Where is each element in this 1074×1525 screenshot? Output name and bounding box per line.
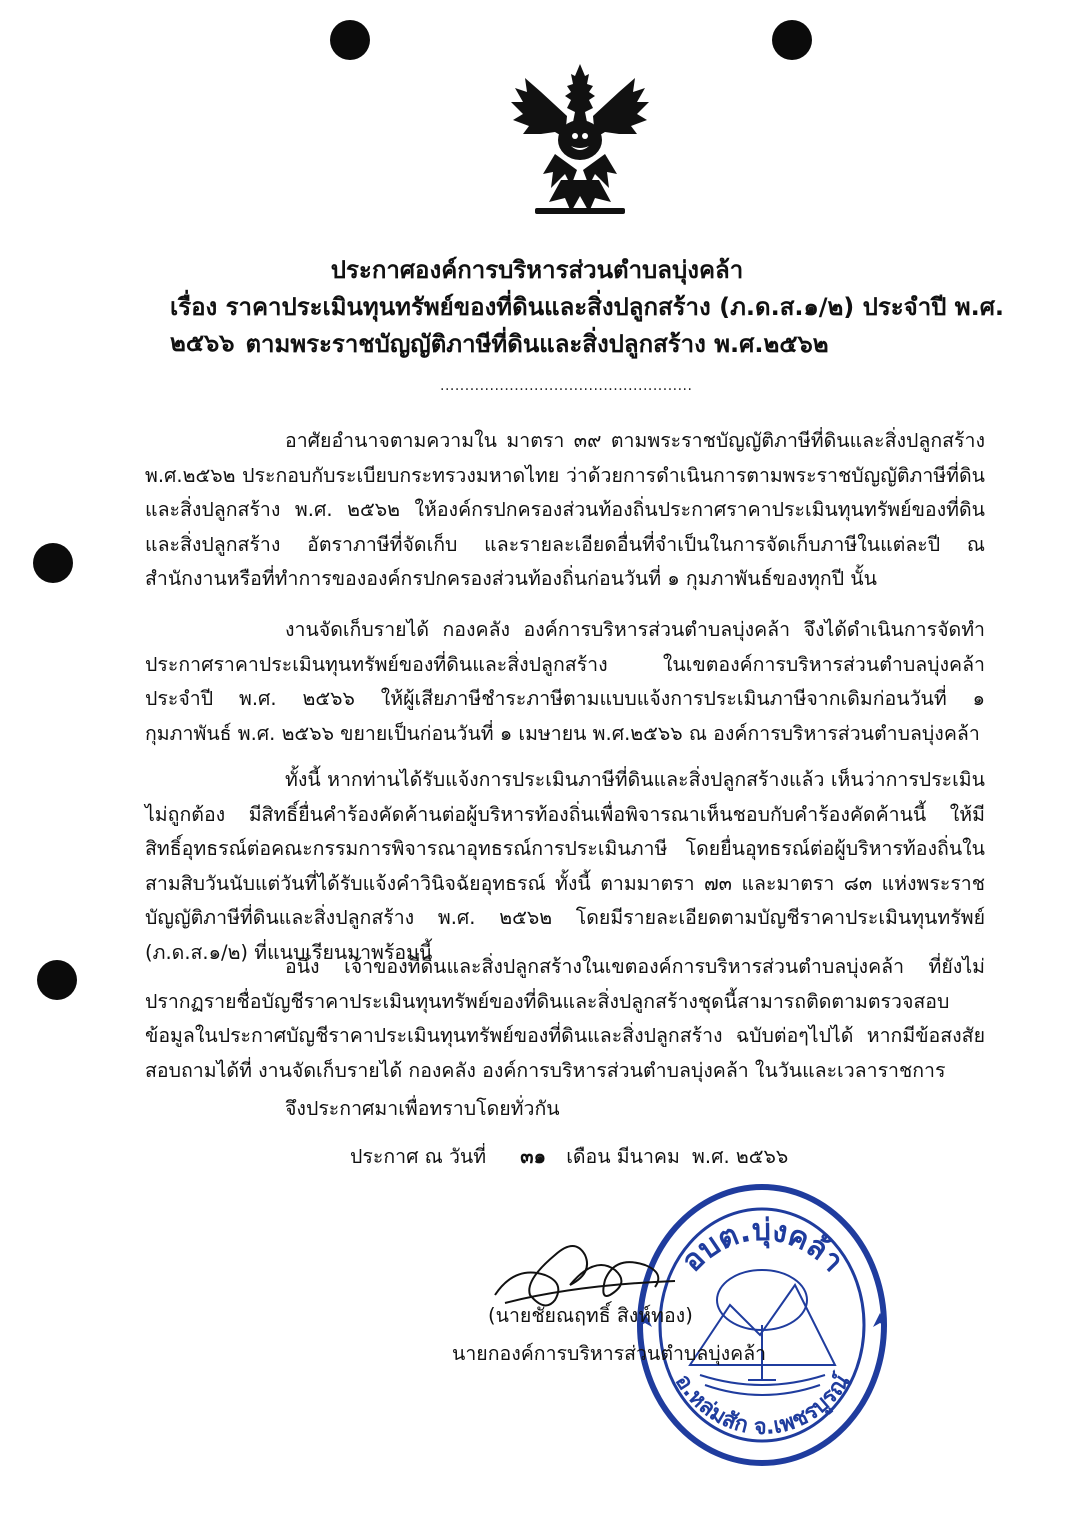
paragraph-inquiry: อนึ่ง เจ้าของที่ดินและสิ่งปลูกสร้างในเขตองค์การบริหารส่วนตำบลบุ่งคล้า ที่ยังไม่ปรากฏรายชื่อบัญชีราคาประเมินทุนทรัพย์ของที่ดินและสิ่งปลูกสร้างชุดนี้สามารถติดตามตรวจสอบข้อมูลในประกาศบัญชีราคาประเมินทุนทรัพย์ของที่ดินและสิ่งปลูกสร้าง ฉบับต่อๆไปได้ หากมีข้อสงสัย สอบถามได้ที่ งานจัดเก็บรายได้ กองคลัง องค์การบริหารส่วนตำบลบุ่งคล้า ในวันและเวลาราชการ (145, 955, 985, 1082)
punch-hole-left-2 (37, 960, 77, 1000)
garuda-emblem-icon (505, 62, 655, 217)
signer-position: นายกองค์การบริหารส่วนตำบลบุ่งคล้า (452, 1342, 767, 1365)
paragraph-appeal-rights: ทั้งนี้ หากท่านได้รับแจ้งการประเมินภาษีที่ดินและสิ่งปลูกสร้างแล้ว เห็นว่าการประเมินไม่ถูกต้อง มีสิทธิ์ยื่นคำร้องคัดค้านต่อผู้บริหารท้องถิ่นเพื่อพิจารณาเห็นชอบกับคำร้องคัดค้านนี้ ให้มีสิทธิ์อุทธรณ์ต่อคณะกรรมการพิจารณาอุทธรณ์การประเมินภาษี โดยยื่นอุทธรณ์ต่อผู้บริหารท้องถิ่นในสามสิบวันนับแต่วันที่ได้รับแจ้งคำวินิจฉัยอุทธรณ์ ทั้งนี้ ตามมาตรา ๗๓ และมาตรา ๘๓ แห่งพระราชบัญญัติภาษีที่ดินและสิ่งปลูกสร้าง พ.ศ. ๒๕๖๒ โดยมีรายละเอียดตามบัญชีราคาประเมินทุนทรัพย์ (ภ.ด.ส.๑/๒) ที่แนบเรียนมาพร้อมนี้ (145, 768, 985, 964)
signer-name: (นายชัยณฤทธิ์ สิงห์ทอง) (488, 1304, 693, 1327)
punch-hole-top-right (772, 20, 812, 60)
paragraph-revenue-office: งานจัดเก็บรายได้ กองคลัง องค์การบริหารส่วนตำบลบุ่งคล้า จึงได้ดำเนินการจัดทำ ประกาศราคาประเมินทุนทรัพย์ของที่ดินและสิ่งปลูกสร้าง ในเขตองค์การบริหารส่วนตำบลบุ่งคล้า ประจำปี พ.ศ. ๒๕๖๖ ให้ผู้เสียภาษีชำระภาษีตามแบบแจ้งการประเมินภาษีจากเดิมก่อนวันที่ ๑ กุมภาพันธ์ พ.ศ. ๒๕๖๖ ขยายเป็นก่อนวันที่ ๑ เมษายน พ.ศ.๒๕๖๖ ณ องค์การบริหารส่วนตำบลบุ่งคล้า (145, 618, 985, 745)
paragraph-authority: อาศัยอำนาจตามความใน มาตรา ๓๙ ตามพระราชบัญญัติภาษีที่ดินและสิ่งปลูกสร้าง พ.ศ.๒๕๖๒ ประกอบกับระเบียบกระทรวงมหาดไทย ว่าด้วยการดำเนินการตามพระราชบัญญัติภาษีที่ดินและสิ่งปลูกสร้าง พ.ศ. ๒๕๖๒ ให้องค์กรปกครองส่วนท้องถิ่นประกาศราคาประเมินทุนทรัพย์ของที่ดินและสิ่งปลูกสร้าง อัตราภาษีที่จัดเก็บ และรายละเอียดอื่นที่จำเป็นในการจัดเก็บภาษีในแต่ละปี ณ สำนักงานหรือที่ทำการขององค์กรปกครองส่วนท้องถิ่นก่อนวันที่ ๑ กุมภาพันธ์ของทุกปี นั้น (145, 429, 985, 590)
date-day: ๓๑ (520, 1145, 547, 1168)
punch-hole-left-1 (33, 543, 73, 583)
stamp-bottom-text: อ.หล่มสัก จ.เพชรบูรณ์ (669, 1369, 856, 1441)
notice-subject-law: ตามพระราชบัญญัติภาษีที่ดินและสิ่งปลูกสร้าง พ.ศ.๒๕๖๒ (245, 330, 829, 358)
date-prefix: ประกาศ ณ วันที่ (350, 1145, 487, 1168)
dotted-divider: ................................................... (440, 378, 693, 394)
date-year: พ.ศ. ๒๕๖๖ (692, 1145, 789, 1168)
notice-subject: เรื่อง ราคาประเมินทุนทรัพย์ของที่ดินและสิ่งปลูกสร้าง (ภ.ด.ส.๑/๒) ประจำปี พ.ศ. ๒๕๖๖ (170, 293, 1005, 357)
date-month: เดือน มีนาคม (566, 1145, 680, 1168)
stamp-top-text: อบต.บุ่งคล้า (674, 1212, 851, 1279)
closing-line: จึงประกาศมาเพื่อทราบโดยทั่วกัน (285, 1097, 560, 1120)
announcement-date (350, 1141, 788, 1172)
punch-hole-top-left (330, 20, 370, 60)
notice-title: ประกาศองค์การบริหารส่วนตำบลบุ่งคล้า (330, 256, 744, 284)
